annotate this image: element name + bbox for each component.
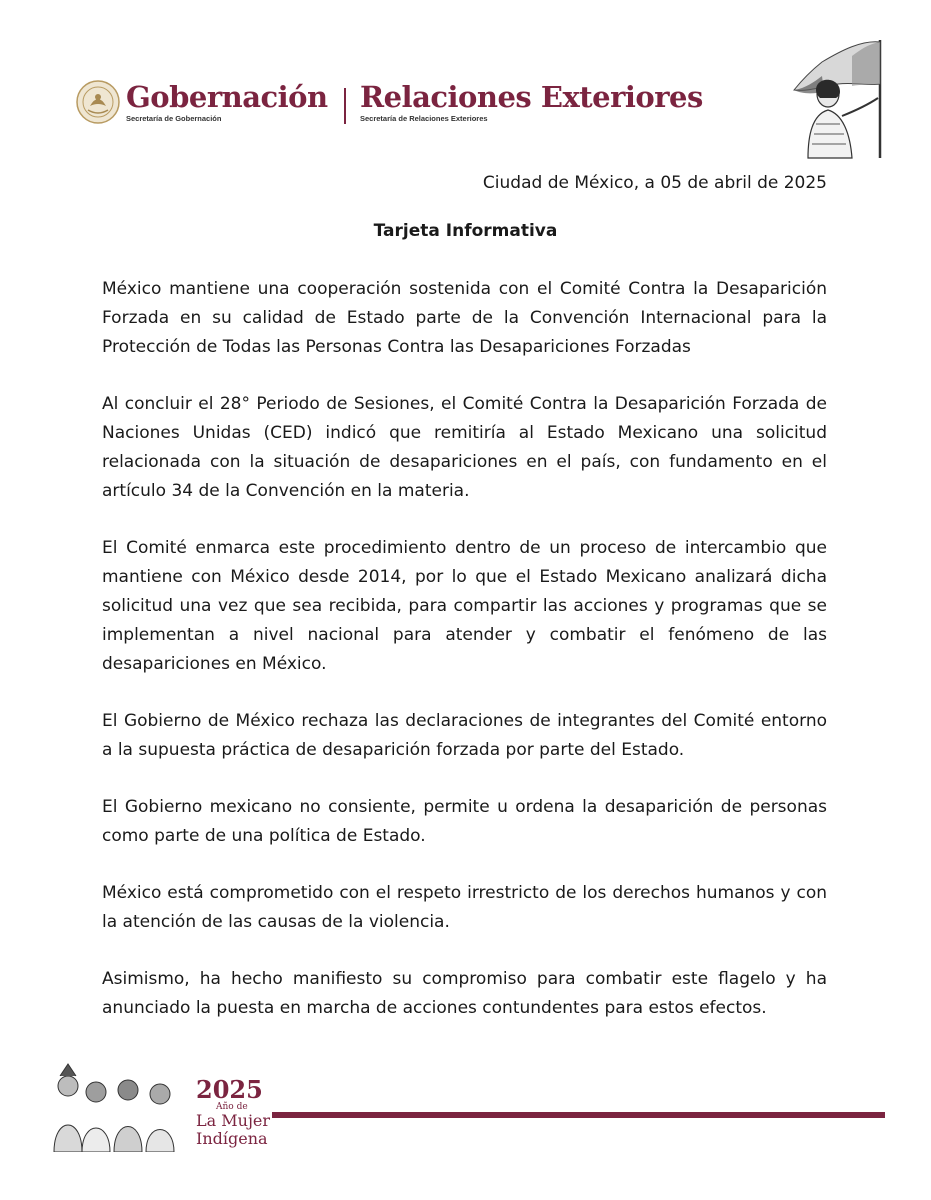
indigenous-women-illustration — [48, 1056, 188, 1152]
national-seal-icon — [76, 80, 120, 124]
footer-rule — [272, 1112, 885, 1118]
relaciones-exteriores-brand — [360, 80, 703, 123]
year-title-line: La Mujer — [196, 1111, 271, 1130]
document-date: Ciudad de México, a 05 de abril de 2025 — [482, 173, 827, 193]
woman-with-flag-illustration — [772, 36, 890, 160]
paragraph: El Comité enmarca este procedimiento dentro de un proceso de intercambio que mantiene con México desde 2014, por lo que el Estado Mexicano analizará dicha solicitud una vez que sea recibida, para compartir las acciones y programas que se implementan a nivel nacional para atender y combatir el fenómeno de las desapariciones en México. — [102, 538, 827, 674]
paragraph: México está comprometido con el respeto irrestricto de los derechos humanos y con la atención de las causas de la violencia. — [102, 883, 827, 932]
year-title-line: Indígena — [196, 1129, 268, 1148]
gobernacion-name: Gobernación — [126, 80, 328, 114]
relaciones-exteriores-subtitle: Secretaría de Relaciones Exteriores — [360, 114, 488, 123]
paragraph: El Gobierno de México rechaza las declaraciones de integrantes del Comité entorno a la supuesta práctica de desaparición forzada por parte del Estado. — [102, 711, 827, 760]
year-badge — [196, 1075, 271, 1148]
paragraph: El Gobierno mexicano no consiente, permite u ordena la desaparición de personas como parte de una política de Estado. — [102, 797, 827, 846]
paragraph: Asimismo, ha hecho manifiesto su compromiso para combatir este flagelo y ha anunciado la puesta en marcha de acciones contundentes para estos efectos. — [102, 969, 827, 1018]
paragraph: México mantiene una cooperación sostenida con el Comité Contra la Desaparición Forzada en su calidad de Estado parte de la Convención Internacional para la Protección de Todas las Personas Contra las Desapariciones Forzadas — [102, 279, 827, 357]
gobernacion-brand — [126, 80, 328, 123]
footer — [0, 1050, 931, 1200]
paragraph: Al concluir el 28° Periodo de Sesiones, el Comité Contra la Desaparición Forzada de Naciones Unidas (CED) indicó que remitiría al Estado Mexicano una solicitud relacionada con la situación de desapariciones en el país, con fundamento en el artículo 34 de la Convención en la materia. — [102, 394, 827, 501]
year-number: 2025 — [196, 1075, 263, 1104]
document-body — [102, 275, 827, 1051]
letterhead — [0, 0, 931, 170]
brand-divider — [344, 88, 346, 124]
document-title: Tarjeta Informativa — [373, 221, 558, 241]
year-caption: Año de — [216, 1102, 248, 1112]
relaciones-exteriores-name: Relaciones Exteriores — [360, 80, 703, 114]
gobernacion-subtitle: Secretaría de Gobernación — [126, 114, 222, 123]
